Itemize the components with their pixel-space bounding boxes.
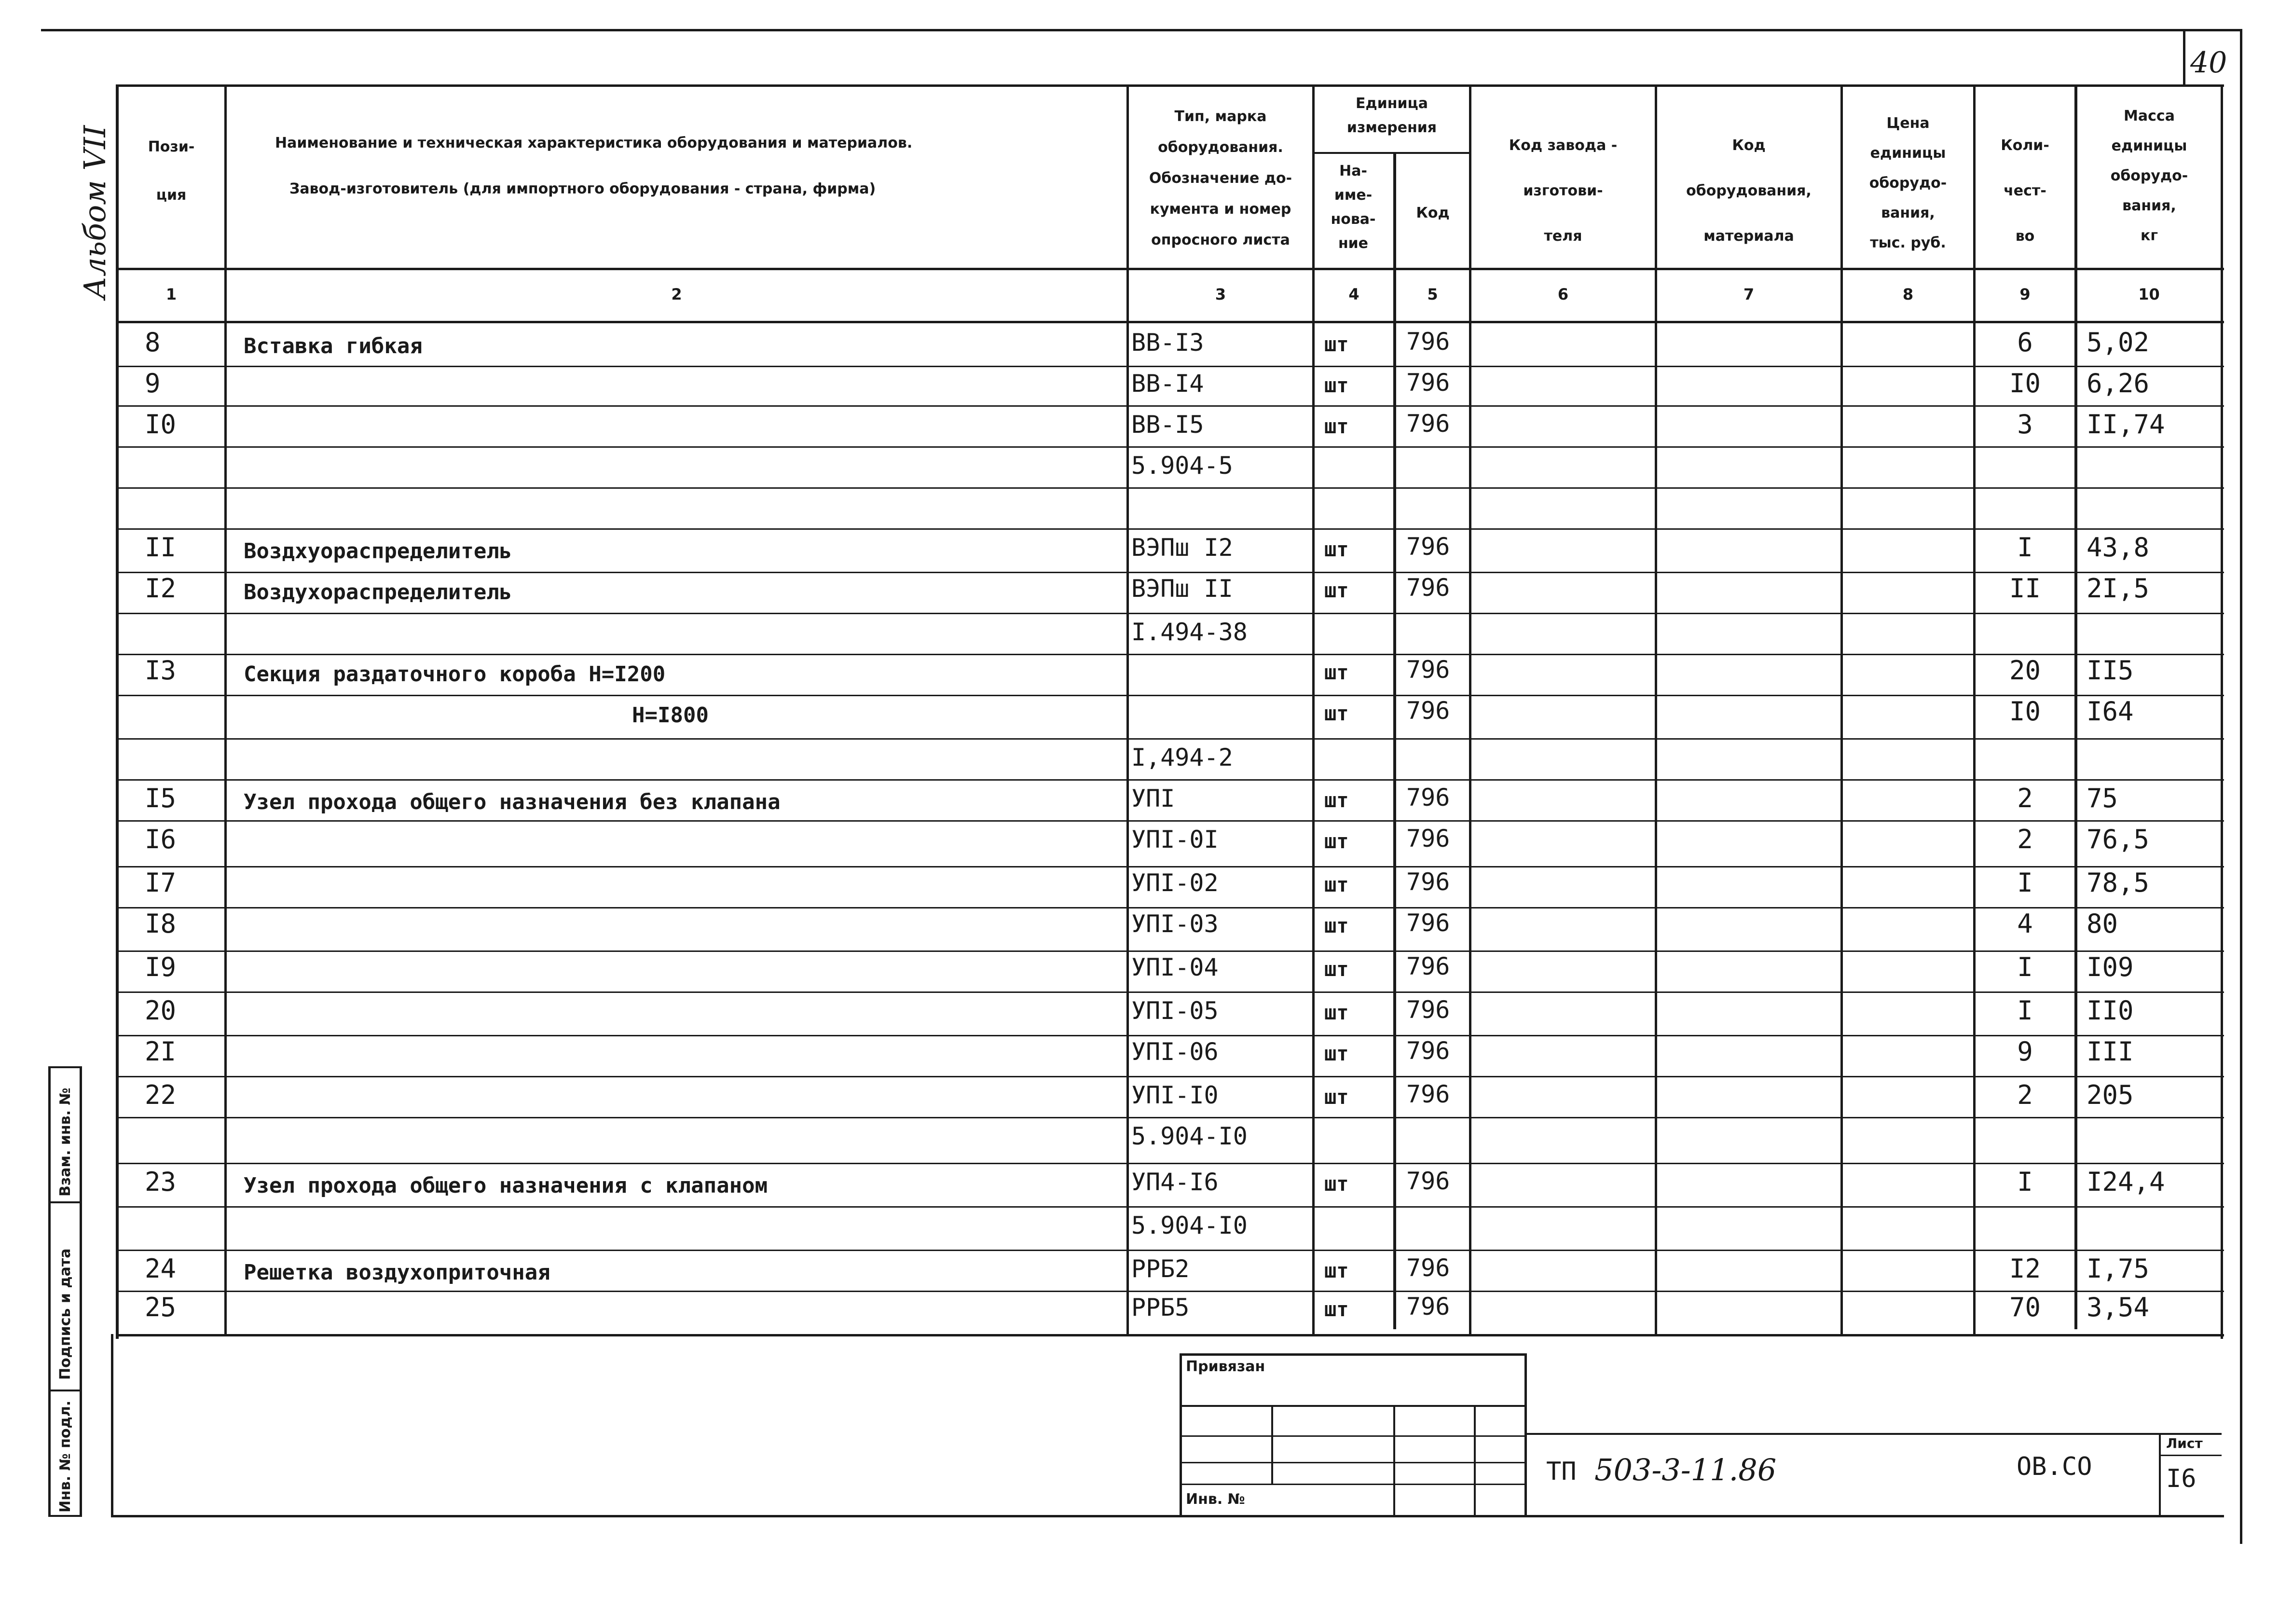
quantity-cell: I [2017, 867, 2033, 898]
unit-code-cell: 796 [1406, 410, 1450, 438]
unit-name-cell: шт [1324, 702, 1349, 725]
name-cell: Узел прохода общего назначения без клапана [244, 790, 781, 814]
document-number: 503-3-11.86 [1594, 1452, 1777, 1487]
mass-cell: II0 [2087, 995, 2134, 1026]
mass-cell: 6,26 [2087, 368, 2150, 399]
unit-code-cell: 796 [1406, 784, 1450, 812]
mass-cell: 75 [2087, 783, 2118, 813]
type-cell: 5.904-I0 [1131, 1211, 1248, 1239]
unit-name-cell: шт [1324, 788, 1349, 812]
type-cell: УПI-06 [1131, 1038, 1219, 1066]
type-cell: УПI-I0 [1131, 1081, 1219, 1109]
column-number: 3 [1215, 285, 1226, 303]
name-cell: Вставка гибкая [244, 334, 423, 358]
header-unit-name: На- име- нова- ние [1331, 163, 1376, 252]
position-cell: 24 [145, 1253, 177, 1284]
column-number: 1 [165, 285, 177, 303]
mass-cell: I64 [2087, 696, 2134, 727]
unit-code-cell: 796 [1406, 1167, 1450, 1195]
header-unit-price: Цена единицы оборудо- вания, тыс. руб. [1869, 115, 1947, 251]
position-cell: 20 [145, 995, 177, 1026]
side-label-signature-date: Подпись и дата [57, 1248, 74, 1380]
type-cell: УПI-02 [1131, 869, 1219, 897]
unit-name-cell: шт [1324, 829, 1349, 853]
side-label-original-inventory: Инв. № подл. [57, 1400, 74, 1513]
unit-name-cell: шт [1324, 1259, 1349, 1282]
unit-name-cell: шт [1324, 1085, 1349, 1109]
quantity-cell: I2 [2009, 1253, 2041, 1284]
sheet-number: I6 [2166, 1464, 2197, 1493]
quantity-cell: 2 [2017, 1080, 2033, 1110]
album-label: Альбом VII [77, 125, 112, 299]
unit-code-cell: 796 [1406, 656, 1450, 684]
type-cell: ВВ-I4 [1131, 370, 1204, 398]
quantity-cell: II [2009, 573, 2041, 604]
unit-name-cell: шт [1324, 537, 1349, 561]
position-cell: II [145, 532, 177, 563]
position-cell: 25 [145, 1292, 177, 1322]
type-cell: ВВ-I3 [1131, 329, 1204, 357]
document-code: ТП [1546, 1457, 1577, 1486]
unit-code-cell: 796 [1406, 328, 1450, 356]
unit-name-cell: шт [1324, 578, 1349, 602]
mass-cell: 78,5 [2087, 867, 2150, 898]
position-cell: 22 [145, 1080, 177, 1110]
attached-label: Привязан [1186, 1358, 1265, 1375]
header-type: Тип, марка оборудования. Обозначение до- кумента и номер опросного листа [1149, 108, 1292, 248]
unit-code-cell: 796 [1406, 1254, 1450, 1282]
inventory-number-label: Инв. № [1186, 1491, 1245, 1508]
quantity-cell: I [2017, 995, 2033, 1026]
position-cell: I8 [145, 908, 177, 939]
mass-cell: II,74 [2087, 409, 2165, 440]
position-cell: 8 [145, 327, 161, 358]
column-number: 4 [1348, 285, 1359, 303]
column-number: 10 [2138, 285, 2160, 303]
header-unit-code: Код [1416, 205, 1450, 221]
type-cell: УПI-03 [1131, 910, 1219, 938]
type-cell: I,494-2 [1131, 743, 1233, 771]
type-cell: ВВ-I5 [1131, 411, 1204, 439]
quantity-cell: 4 [2017, 908, 2033, 939]
name-cell: Решетка воздухоприточная [244, 1260, 550, 1285]
side-label-replacement-inventory: Взам. инв. № [57, 1087, 74, 1197]
column-number: 5 [1427, 285, 1438, 303]
unit-name-cell: шт [1324, 373, 1349, 397]
unit-code-cell: 796 [1406, 909, 1450, 937]
type-cell: РРБ2 [1131, 1255, 1190, 1283]
quantity-cell: 3 [2017, 409, 2033, 440]
header-manufacturer-code: Код завода - изготови- теля [1509, 137, 1618, 245]
type-cell: УП4-I6 [1131, 1168, 1219, 1196]
name-cell: Н=I800 [632, 703, 709, 728]
unit-code-cell: 796 [1406, 533, 1450, 561]
unit-name-cell: шт [1324, 1042, 1349, 1065]
mass-cell: I,75 [2087, 1253, 2150, 1284]
unit-code-cell: 796 [1406, 952, 1450, 980]
quantity-cell: I0 [2009, 696, 2041, 727]
column-number: 2 [671, 285, 682, 303]
position-cell: I5 [145, 783, 177, 813]
mass-cell: 5,02 [2087, 327, 2150, 358]
name-cell: Воздхуораспределитель [244, 539, 512, 564]
mass-cell: II5 [2087, 655, 2134, 686]
unit-name-cell: шт [1324, 332, 1349, 356]
unit-name-cell: шт [1324, 957, 1349, 981]
mass-cell: I24,4 [2087, 1167, 2165, 1197]
mass-cell: 43,8 [2087, 532, 2150, 563]
position-cell: 2I [145, 1036, 177, 1067]
position-cell: I9 [145, 952, 177, 982]
unit-code-cell: 796 [1406, 868, 1450, 896]
type-cell: 5.904-5 [1131, 452, 1233, 480]
column-number: 6 [1557, 285, 1569, 303]
header-name-line1: Наименование и техническая характеристика оборудования и материалов. [275, 135, 913, 151]
unit-name-cell: шт [1324, 661, 1349, 684]
unit-name-cell: шт [1324, 1297, 1349, 1321]
unit-code-cell: 796 [1406, 574, 1450, 602]
type-cell: РРБ5 [1131, 1294, 1190, 1321]
column-number: 9 [2019, 285, 2031, 303]
mass-cell: I09 [2087, 952, 2134, 982]
column-number: 8 [1902, 285, 1914, 303]
type-cell: УПI-05 [1131, 997, 1219, 1025]
type-cell: ВЭПш I2 [1131, 534, 1233, 562]
quantity-cell: I [2017, 1167, 2033, 1197]
unit-code-cell: 796 [1406, 825, 1450, 853]
unit-name-cell: шт [1324, 1001, 1349, 1024]
name-cell: Узел прохода общего назначения с клапаном [244, 1173, 768, 1198]
quantity-cell: 6 [2017, 327, 2033, 358]
quantity-cell: I0 [2009, 368, 2041, 399]
unit-name-cell: шт [1324, 1172, 1349, 1196]
quantity-cell: I [2017, 952, 2033, 982]
unit-code-cell: 796 [1406, 996, 1450, 1024]
header-name-line2: Завод-изготовитель (для импортного оборудования - страна, фирма) [289, 180, 876, 197]
type-cell: УПI [1131, 784, 1175, 812]
position-cell: I0 [145, 409, 177, 440]
quantity-cell: 9 [2017, 1036, 2033, 1067]
mass-cell: 3,54 [2087, 1292, 2150, 1322]
unit-name-cell: шт [1324, 914, 1349, 937]
type-cell: I.494-38 [1131, 618, 1248, 646]
unit-code-cell: 796 [1406, 369, 1450, 397]
unit-code-cell: 796 [1406, 1037, 1450, 1065]
position-cell: I6 [145, 824, 177, 854]
mass-cell: III [2087, 1036, 2134, 1067]
mass-cell: 80 [2087, 908, 2118, 939]
sheet-label: Лист [2166, 1435, 2203, 1451]
quantity-cell: 2 [2017, 824, 2033, 854]
type-cell: 5.904-I0 [1131, 1122, 1248, 1150]
unit-code-cell: 796 [1406, 697, 1450, 725]
column-number: 7 [1743, 285, 1755, 303]
position-cell: 9 [145, 368, 161, 399]
top-sheet-number: 40 [2190, 46, 2227, 80]
name-cell: Секция раздаточного короба Н=I200 [244, 662, 666, 687]
type-cell: УПI-0I [1131, 826, 1219, 853]
name-cell: Воздухораспределитель [244, 580, 512, 605]
header-equipment-code: Код оборудования, материала [1686, 137, 1812, 245]
header-unit-group: Единица измерения [1346, 95, 1437, 136]
header-quantity: Коли- чест- во [2001, 137, 2049, 245]
quantity-cell: 70 [2009, 1292, 2041, 1322]
quantity-cell: 2 [2017, 783, 2033, 813]
position-cell: I2 [145, 573, 177, 604]
mass-cell: 205 [2087, 1080, 2134, 1110]
unit-code-cell: 796 [1406, 1080, 1450, 1108]
unit-name-cell: шт [1324, 873, 1349, 896]
quantity-cell: I [2017, 532, 2033, 563]
unit-code-cell: 796 [1406, 1293, 1450, 1321]
position-cell: I3 [145, 655, 177, 686]
type-cell: ВЭПш II [1131, 575, 1233, 603]
set-mark: ОВ.СО [2017, 1452, 2092, 1481]
header-position: Пози- ция [148, 138, 195, 204]
unit-name-cell: шт [1324, 414, 1349, 438]
type-cell: УПI-04 [1131, 953, 1219, 981]
quantity-cell: 20 [2009, 655, 2041, 686]
mass-cell: 2I,5 [2087, 573, 2150, 604]
mass-cell: 76,5 [2087, 824, 2150, 854]
position-cell: 23 [145, 1167, 177, 1197]
position-cell: I7 [145, 867, 177, 898]
header-mass: Масса единицы оборудо- вания, кг [2110, 108, 2188, 244]
